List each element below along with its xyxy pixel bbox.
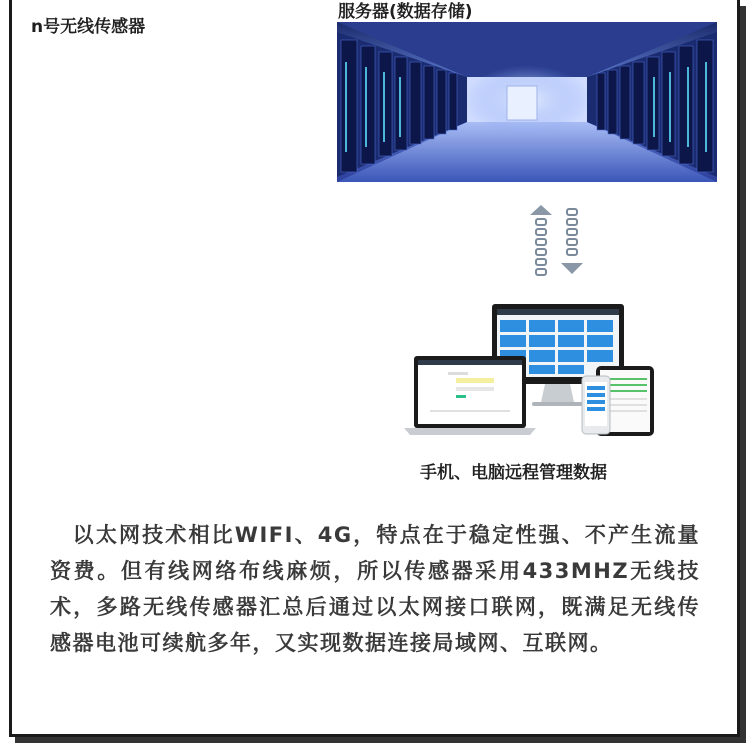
server-room-image — [337, 22, 717, 182]
sync-arrows-icon — [528, 205, 588, 280]
server-title: 服务器(数据存储) — [338, 2, 473, 22]
sensor-n-label: n号无线传感器 — [31, 17, 146, 37]
devices-illustration — [400, 298, 660, 443]
devices-caption: 手机、电脑远程管理数据 — [420, 463, 607, 483]
description-paragraph — [50, 517, 700, 661]
description-text: 以太网技术相比WIFI、4G，特点在于稳定性强、不产生流量资费。但有线网络布线麻烦，所以传感器采用433MHZ无线技术，多路无线传感器汇总后通过以太网接口联网，既满足无线传感器电池可续航多年，又实现数据连接局域网、互联网。 — [50, 523, 700, 655]
